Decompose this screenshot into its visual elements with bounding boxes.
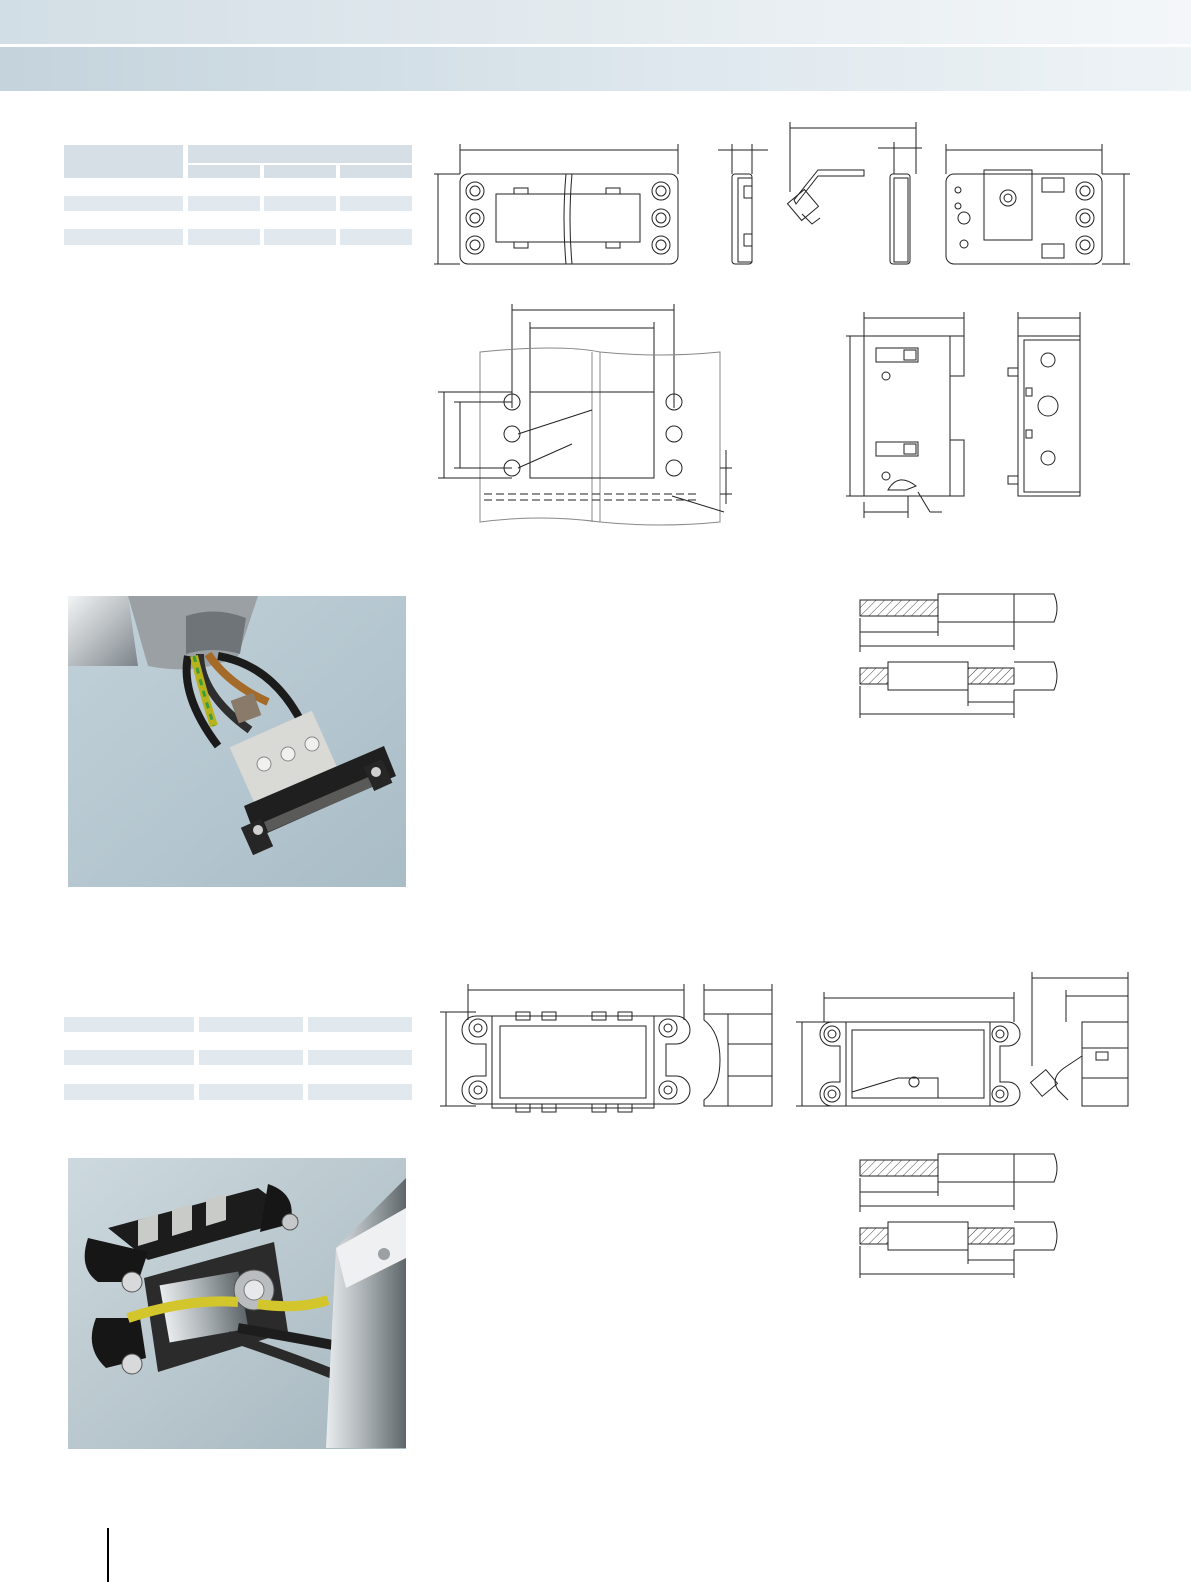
frame-side-view <box>716 140 772 270</box>
spec-table-1 <box>64 145 412 245</box>
photo-connector-frame-grounding <box>68 1158 406 1449</box>
table-cell <box>264 196 336 211</box>
table-row <box>64 1084 194 1100</box>
frame-front-view <box>430 140 690 270</box>
header-band-top <box>0 0 1191 44</box>
table-row <box>64 229 183 245</box>
frame-b-clip-side-view <box>1026 966 1136 1114</box>
table-row <box>64 196 183 211</box>
panel-cutout-drawing <box>432 300 742 526</box>
table-header-cell <box>64 145 183 178</box>
header-band-bottom <box>0 47 1191 91</box>
table-cell <box>199 1050 303 1065</box>
wire-strip-length-diagram <box>852 590 1064 722</box>
table-cell <box>308 1050 412 1065</box>
table-cell <box>340 229 412 245</box>
page-margin-rule <box>107 1528 109 1582</box>
table-subheader-cell <box>264 165 336 178</box>
photo-connector-insert-wiring <box>68 596 406 887</box>
table-cell <box>188 229 260 245</box>
table-row <box>64 1017 194 1032</box>
table-cell <box>308 1017 412 1032</box>
spec-table-2 <box>64 1017 412 1101</box>
clip-side-view <box>1000 306 1090 506</box>
table-cell <box>308 1084 412 1100</box>
table-row <box>64 1050 194 1065</box>
frame-b-side-view <box>700 980 776 1112</box>
table-cell <box>199 1084 303 1100</box>
table-cell <box>199 1017 303 1032</box>
table-header-cell <box>188 145 412 163</box>
grounding-clip-side-view <box>782 118 928 268</box>
clip-front-view <box>842 306 974 518</box>
frame-with-clip-view <box>938 140 1142 270</box>
table-subheader-cell <box>188 165 260 178</box>
table-cell <box>188 196 260 211</box>
table-cell <box>340 196 412 211</box>
table-subheader-cell <box>340 165 412 178</box>
wire-strip-length-diagram-b <box>852 1150 1064 1282</box>
table-cell <box>264 229 336 245</box>
frame-b-with-clip-view <box>792 988 1024 1112</box>
frame-b-front-view <box>436 980 692 1112</box>
